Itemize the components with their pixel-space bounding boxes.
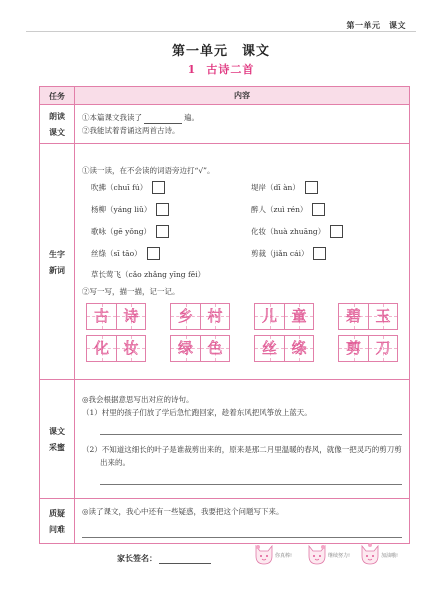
collect-question-2: （2）不知道这细长的叶子是谁裁剪出来的，原来是那二月里温暖的春风，就像一把灵巧的剪刀剪出来的。: [82, 445, 402, 467]
tracing-char[interactable]: 剪: [339, 336, 368, 361]
writing-word: [338, 335, 398, 362]
parent-signature: [117, 553, 211, 564]
tracing-char[interactable]: 色: [200, 336, 229, 361]
word-item: 杨柳（yáng liǔ）: [91, 205, 152, 214]
section-label: 第一单元 课文: [346, 20, 406, 30]
checkbox[interactable]: [312, 203, 325, 216]
checkbox[interactable]: [152, 181, 165, 194]
collect-question-1: （1）村里的孩子们放了学后急忙跑回家，趁着东风把风筝放上蓝天。: [82, 408, 312, 417]
question-prompt: ◎读了课文，我心中还有一些疑惑，我要把这个问题写下来。: [82, 506, 284, 516]
question-content: [75, 499, 410, 544]
lesson-name: 古诗二首: [206, 63, 255, 76]
read-item-1-suffix: 遍。: [184, 113, 199, 122]
answer-line-2[interactable]: [100, 471, 402, 485]
words-content: [75, 144, 410, 380]
checkbox[interactable]: [313, 247, 326, 260]
word-pair-row: [82, 221, 402, 243]
checkbox[interactable]: [156, 225, 169, 238]
words-row: [40, 144, 410, 380]
read-task-label: 朗读 课文: [40, 105, 75, 144]
checkbox[interactable]: [305, 181, 318, 194]
writing-word: [170, 303, 230, 330]
tracing-char[interactable]: 诗: [116, 304, 145, 329]
tracing-char[interactable]: 绦: [284, 336, 313, 361]
reward-sticker[interactable]: [358, 541, 405, 569]
collect-intro: ◎我会根据意思写出对应的诗句。: [82, 395, 194, 404]
collect-row: [40, 380, 410, 499]
read-item-1: ①本篇课文我读了: [82, 113, 142, 122]
word-item: 醉人（zuì rén）: [251, 205, 308, 214]
sticker-label: 继续努力!: [328, 552, 351, 559]
task-header: 任务: [40, 87, 75, 105]
writing-word: [254, 303, 314, 330]
sticker-label: 加油哦!: [381, 552, 399, 559]
reward-sticker[interactable]: [305, 541, 352, 569]
writing-word: [86, 303, 146, 330]
reward-stickers: [252, 541, 405, 569]
read-row: [40, 105, 410, 144]
header-divider: [26, 31, 416, 32]
words-task-label: 生字 新词: [40, 144, 75, 380]
tracing-char[interactable]: 童: [284, 304, 313, 329]
writing-grid-row: [82, 303, 402, 330]
word-pair-row: [82, 199, 402, 221]
writing-grid-row: [82, 335, 402, 362]
lesson-number: 1: [187, 63, 197, 76]
word-item: 堤岸（dī àn）: [251, 183, 300, 192]
content-header: 内容: [75, 87, 410, 105]
tracing-char[interactable]: 刀: [368, 336, 397, 361]
tracing-char[interactable]: 古: [87, 304, 116, 329]
checkbox[interactable]: [147, 247, 160, 260]
read-item-2: ②我能试着背诵这两首古诗。: [82, 126, 180, 135]
lesson-title: [0, 61, 442, 77]
checkbox[interactable]: [156, 203, 169, 216]
writing-word: [338, 303, 398, 330]
tracing-char[interactable]: 妆: [116, 336, 145, 361]
sticker-label: 你真棒!: [275, 552, 293, 559]
words-instruction-2: ②写一写，描一描，记一记。: [82, 286, 180, 296]
tracing-char[interactable]: 儿: [255, 304, 284, 329]
checkbox[interactable]: [330, 225, 343, 238]
word-item: 剪裁（jiǎn cái）: [251, 249, 309, 258]
tracing-char[interactable]: 村: [200, 304, 229, 329]
word-item: 歌咏（gē yǒng）: [91, 227, 152, 236]
collect-content: [75, 380, 410, 499]
tracing-char[interactable]: 化: [87, 336, 116, 361]
read-count-blank[interactable]: [144, 115, 182, 124]
question-row: [40, 499, 410, 544]
unit-title: 第一单元 课文: [171, 44, 270, 59]
tracing-char[interactable]: 绿: [171, 336, 200, 361]
writing-word: [86, 335, 146, 362]
word-item: 吹拂（chuī fú）: [91, 183, 148, 192]
cat-icon: [358, 542, 382, 568]
tracing-char[interactable]: 玉: [368, 304, 397, 329]
answer-line-1[interactable]: [100, 421, 402, 435]
word-pair-row: [82, 243, 402, 265]
words-instruction-1: ①读一读，在不会读的词语旁边打“√”。: [82, 165, 215, 175]
parent-sign-label: 家长签名：: [117, 553, 157, 563]
word-pair-row: [82, 177, 402, 199]
reward-sticker[interactable]: [252, 541, 299, 569]
word-item: 草长莺飞（cǎo zhǎng yīng fēi）: [91, 270, 206, 279]
word-item: 丝绦（sī tāo）: [91, 249, 142, 258]
tracing-char[interactable]: 乡: [171, 304, 200, 329]
worksheet-table: [39, 86, 410, 544]
word-item: 化妆（huà zhuāng）: [251, 227, 326, 236]
cat-icon: [305, 542, 329, 568]
question-task-label: 质疑 问难: [40, 499, 75, 544]
cat-icon: [252, 542, 276, 568]
tracing-char[interactable]: 碧: [339, 304, 368, 329]
parent-sign-line[interactable]: [159, 555, 211, 564]
writing-word: [170, 335, 230, 362]
read-content: [75, 105, 410, 144]
tracing-char[interactable]: 丝: [255, 336, 284, 361]
collect-task-label: 课文 采蜜: [40, 380, 75, 499]
writing-word: [254, 335, 314, 362]
question-answer-line[interactable]: [82, 524, 402, 538]
